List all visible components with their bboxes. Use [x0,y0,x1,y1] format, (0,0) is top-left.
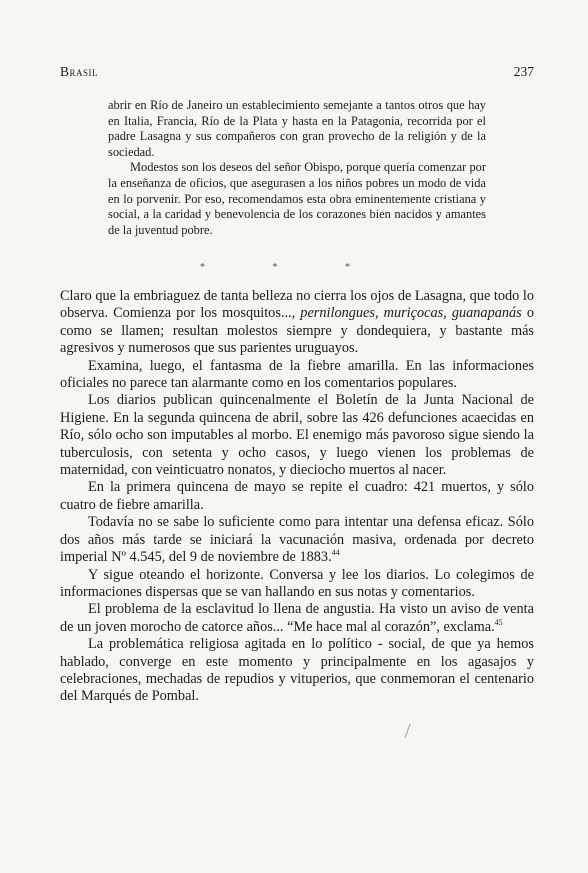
body-paragraph: En la primera quincena de mayo se repite el cuadro: 421 muertos, y sólo cuatro de fiebre amarilla. [60,479,534,513]
body-paragraph: Los diarios publican quincenalmente el Boletín de la Junta Nacional de Higiene. En la segunda quincena de abril, sobre las 426 defunciones acaecidas en Río, sólo ocho son imputables al morbo. El enemigo más pavoroso sigue siendo la tuberculosis, con setenta y ocho casos, y luego vienen los problemas de maternidad, con veinticuatro nonatos, y dieciocho muertos al nacer. [60,392,534,479]
footnote-reference: 44 [331,548,340,558]
body-text [60,288,534,706]
body-paragraph [60,514,534,566]
asterisk: * [272,262,278,273]
body-paragraph: Examina, luego, el fantasma de la fiebre amarilla. En las informaciones oficiales no parece tan alarmante como en los comentarios populares. [60,357,534,392]
section-title: Brasil [60,64,99,79]
body-text-italic: pernilongues, muriçocas, guanapanás [300,305,522,322]
block-quote [108,98,486,238]
asterisk: * [200,262,205,273]
quote-paragraph: Modestos son los deseos del señor Obispo, porque quería comenzar por la enseñanza de oficios, que asegurasen a los niños pobres un modo de vida en lo porvenir. Por eso, recomendamos esta obra eminentemente cristiana y social, a la caridad y benevolencia de los corazones bien nacidos y amantes de la juventud pobre. [108,160,486,237]
body-paragraph [60,601,534,636]
body-paragraph: La problemática religiosa agitada en lo político - social, de que ya hemos hablado, converge en este momento y principalmente en los agasajos y celebraciones, mechadas de repudios y vituperios, que conmemoran el centenario del Marqués de Pombal. [60,636,534,705]
running-head [60,64,534,84]
body-text-run: o como se llamen; resultan molestos siempre y dondequiera, y bastante más agresivos y numerosos que sus parientes uruguayos. [60,305,534,357]
body-paragraph: Y sigue oteando el horizonte. Conversa y lee los diarios. Lo colegimos de informaciones dispersas que se van hallando en sus notas y comentarios. [60,566,534,600]
body-paragraph [60,288,534,358]
body-text-run: Claro que la embriaguez de tanta belleza no cierra los ojos de Lasagna, que todo lo observa. Comienza por los mosquitos..., [60,288,534,322]
asterisk: * [345,262,350,273]
body-text-run: Todavía no se sabe lo suficiente como para intentar una defensa eficaz. Sólo dos años más tarde se iniciará la vacunación masiva, ordenada por decreto imperial Nº 4.545, del 9 de noviembre de 1883. [60,514,534,566]
page-number: 237 [513,64,534,79]
footnote-reference: 45 [494,617,503,627]
quote-paragraph: abrir en Río de Janeiro un establecimiento semejante a tantos otros que hay en Italia, Francia, Río de la Plata y hasta en la Patagonia, recorrida por el padre Lasagna y sus compañeros con gran provecho de la religión y de la sociedad. [108,98,486,159]
body-text-run: El problema de la esclavitud lo llena de angustia. Ha visto un aviso de venta de un joven morocho de catorce años... “Me hace mal al corazón”, exclama. [60,601,534,635]
section-separator [200,262,350,273]
pencil-mark [404,724,416,738]
